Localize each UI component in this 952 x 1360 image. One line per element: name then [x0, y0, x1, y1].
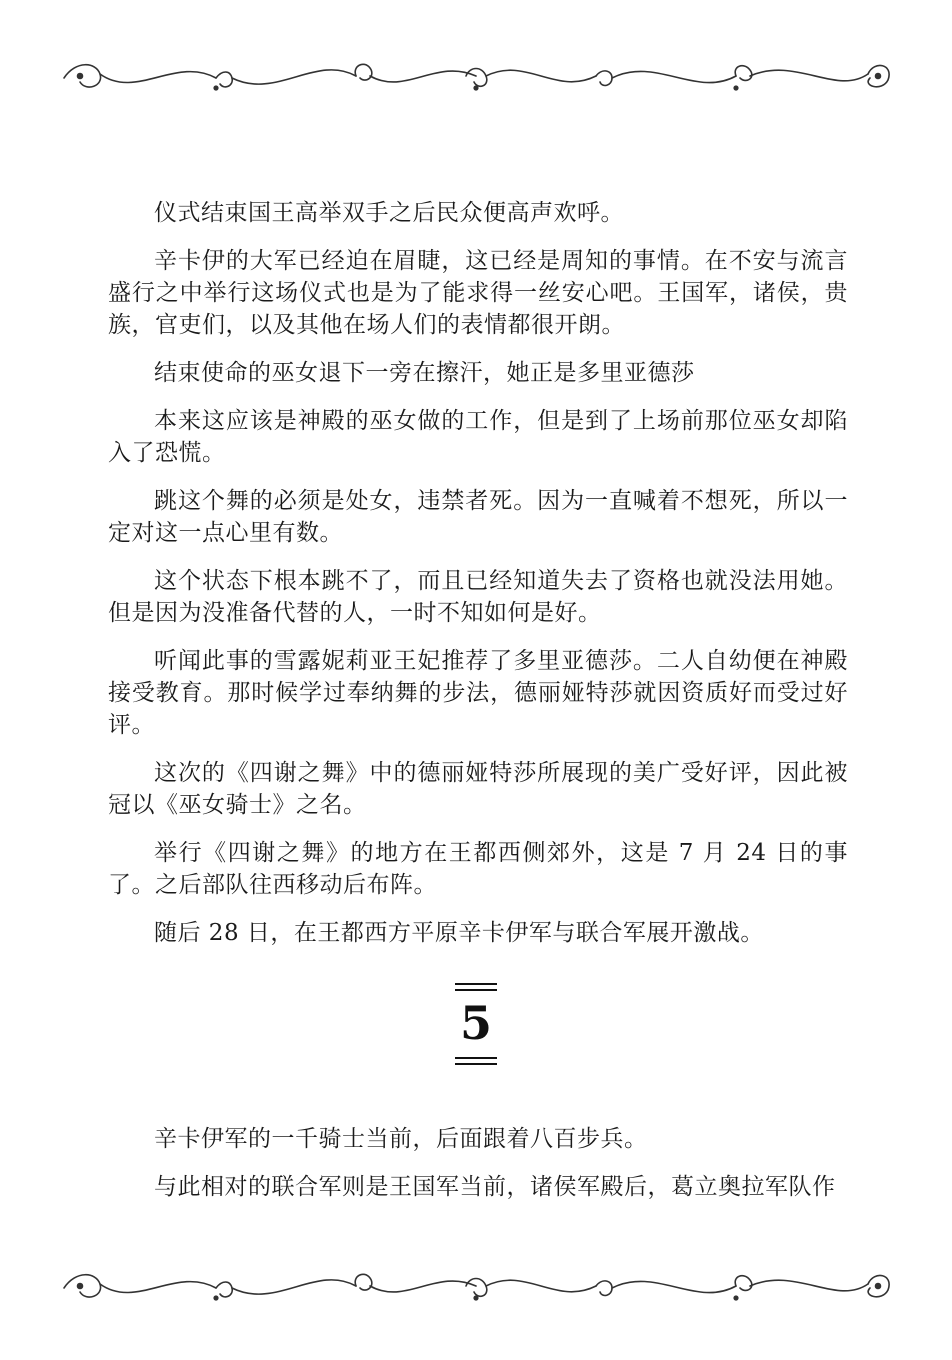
chapter-bottom-rule [455, 1063, 497, 1065]
paragraph: 辛卡伊的大军已经迫在眉睫，这已经是周知的事情。在不安与流言盛行之中举行这场仪式也是为了能求得一丝安心吧。王国军，诸侯，贵族，官吏们，以及其他在场人们的表情都很开朗。 [108, 248, 848, 338]
paragraph: 这个状态下根本跳不了，而且已经知道失去了资格也就没法用她。但是因为没准备代替的人，一时不知如何是好。 [108, 568, 848, 626]
paragraph: 与此相对的联合军则是王国军当前，诸侯军殿后，葛立奥拉军队作 [154, 1174, 836, 1200]
paragraph: 辛卡伊军的一千骑士当前，后面跟着八百步兵。 [154, 1126, 648, 1152]
body-text-before-chapter [108, 197, 848, 965]
chapter-top-rule [455, 983, 497, 985]
paragraph: 随后 28 日，在王都西方平原辛卡伊军与联合军展开激战。 [154, 920, 764, 946]
paragraph: 仪式结束国王高举双手之后民众便高声欢呼。 [154, 200, 624, 226]
floral-scroll-border-icon [64, 1274, 889, 1300]
paragraph: 举行《四谢之舞》的地方在王都西侧郊外，这是 7 月 24 日的事了。之后部队往西移动后布阵。 [108, 840, 848, 898]
chapter-number: 5 [459, 996, 492, 1050]
chapter-bottom-rule [455, 1057, 497, 1059]
paragraph: 听闻此事的雪露妮莉亚王妃推荐了多里亚德莎。二人自幼便在神殿接受教育。那时候学过奉纳舞的步法，德丽娅特莎就因资质好而受过好评。 [108, 648, 848, 738]
paragraph: 本来这应该是神殿的巫女做的工作，但是到了上场前那位巫女却陷入了恐慌。 [108, 408, 848, 466]
paragraph: 这次的《四谢之舞》中的德丽娅特莎所展现的美广受好评，因此被冠以《巫女骑士》之名。 [108, 760, 848, 818]
chapter-top-rule [455, 989, 497, 991]
bottom-ornament-border [56, 1262, 896, 1312]
paragraph: 跳这个舞的必须是处女，违禁者死。因为一直喊着不想死，所以一定对这一点心里有数。 [108, 488, 848, 546]
body-text-after-chapter [108, 1123, 848, 1219]
paragraph: 结束使命的巫女退下一旁在擦汗，她正是多里亚德莎 [154, 360, 695, 386]
top-ornament-border [56, 52, 896, 102]
chapter-number-marker [455, 983, 497, 1065]
floral-scroll-border-icon [64, 64, 889, 90]
